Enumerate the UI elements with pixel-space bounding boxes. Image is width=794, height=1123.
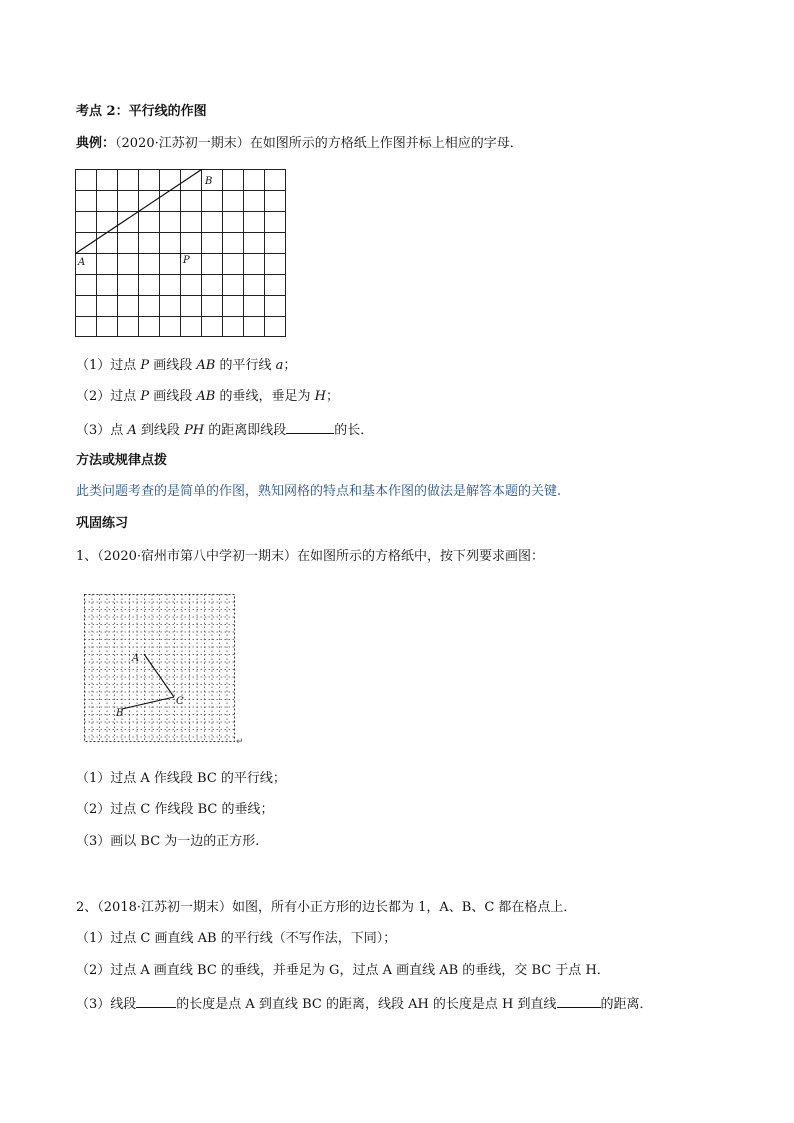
practice-heading: 巩固练习 (76, 516, 129, 531)
grid-dots (85, 595, 235, 742)
segment-ac (144, 654, 174, 697)
label-p: P (183, 255, 190, 266)
return-mark: ↵ (236, 737, 244, 747)
section-heading: 考点 2：平行线的作图 (76, 104, 207, 119)
label-b: B (116, 708, 124, 719)
answer-blank-2[interactable] (557, 994, 601, 1008)
q2-text-4: ； (325, 389, 339, 404)
q3-text-1: （3）点 (76, 423, 128, 438)
q2-text-3: 的垂线，垂足为 (215, 389, 315, 404)
q2-point: P (140, 389, 150, 404)
example-question-3 (76, 420, 373, 440)
example-question-2 (76, 388, 339, 406)
q2-foot: H (314, 389, 326, 404)
practice-2-intro: 2、（2018·江苏初一期末）如图，所有小正方形的边长都为 1，A、B、C 都在格点上． (76, 900, 577, 915)
label-a: A (132, 653, 140, 664)
q3-text-2: 到线段 (136, 423, 185, 438)
practice-2-question-2: （2）过点 A 画直线 BC 的垂线，并垂足为 G，过点 A 画直线 AB 的垂线，交 BC 于点 H． (76, 963, 610, 978)
example-source: （2020·江苏初一期末） (115, 136, 250, 151)
label-c: C (176, 696, 184, 707)
practice-1-question-2: （2）过点 C 作线段 BC 的垂线； (76, 802, 274, 817)
practice-1-dotted-grid (78, 588, 248, 748)
method-text: 此类问题考查的是简单的作图，熟知网格的特点和基本作图的做法是解答本题的关键. (76, 484, 562, 499)
answer-blank[interactable] (286, 420, 334, 434)
q3-point: A (127, 423, 137, 438)
practice-1-intro: 1、（2020·宿州市第八中学初一期末）在如图所示的方格纸中，按下列要求画图： (76, 549, 544, 564)
label-a: A (78, 257, 86, 268)
practice-2-question-3 (76, 994, 653, 1014)
grid-lines (76, 170, 286, 337)
q2-segment: AB (196, 389, 216, 404)
example-intro (76, 135, 523, 153)
p2-q3-text-2: 的长度是点 A 到直线 BC 的距离，线段 AH 的长度是点 H 到直线 (176, 997, 557, 1012)
example-question-1 (76, 357, 296, 375)
example-label: 典例： (76, 136, 116, 151)
q1-line-name: a (275, 358, 284, 373)
q2-text-1: （2）过点 (76, 389, 141, 404)
q1-text-3: 的平行线 (215, 358, 276, 373)
practice-1-question-1: （1）过点 A 作线段 BC 的平行线； (76, 771, 286, 786)
practice-2-question-1: （1）过点 C 画直线 AB 的平行线（不写作法，下同）； (76, 931, 397, 946)
example-text: 在如图所示的方格纸上作图并标上相应的字母． (249, 136, 523, 151)
example-grid-figure (70, 165, 292, 341)
answer-blank-1[interactable] (136, 994, 176, 1008)
q3-segment: PH (184, 423, 205, 438)
q1-segment: AB (196, 358, 216, 373)
p2-q3-text-1: （3）线段 (76, 997, 137, 1012)
q3-text-3: 的距离即线段 (204, 423, 287, 438)
q2-text-2: 画线段 (149, 389, 197, 404)
q1-point: P (140, 358, 150, 373)
p2-q3-text-3: 的距离． (600, 997, 653, 1012)
method-heading: 方法或规律点拨 (76, 453, 168, 468)
q1-text-2: 画线段 (149, 358, 197, 373)
label-b: B (205, 176, 213, 187)
q3-text-4: 的长． (334, 423, 374, 438)
q1-text-4: ； (283, 358, 297, 373)
practice-1-question-3: （3）画以 BC 为一边的正方形. (76, 834, 260, 849)
q1-text-1: （1）过点 (76, 358, 141, 373)
